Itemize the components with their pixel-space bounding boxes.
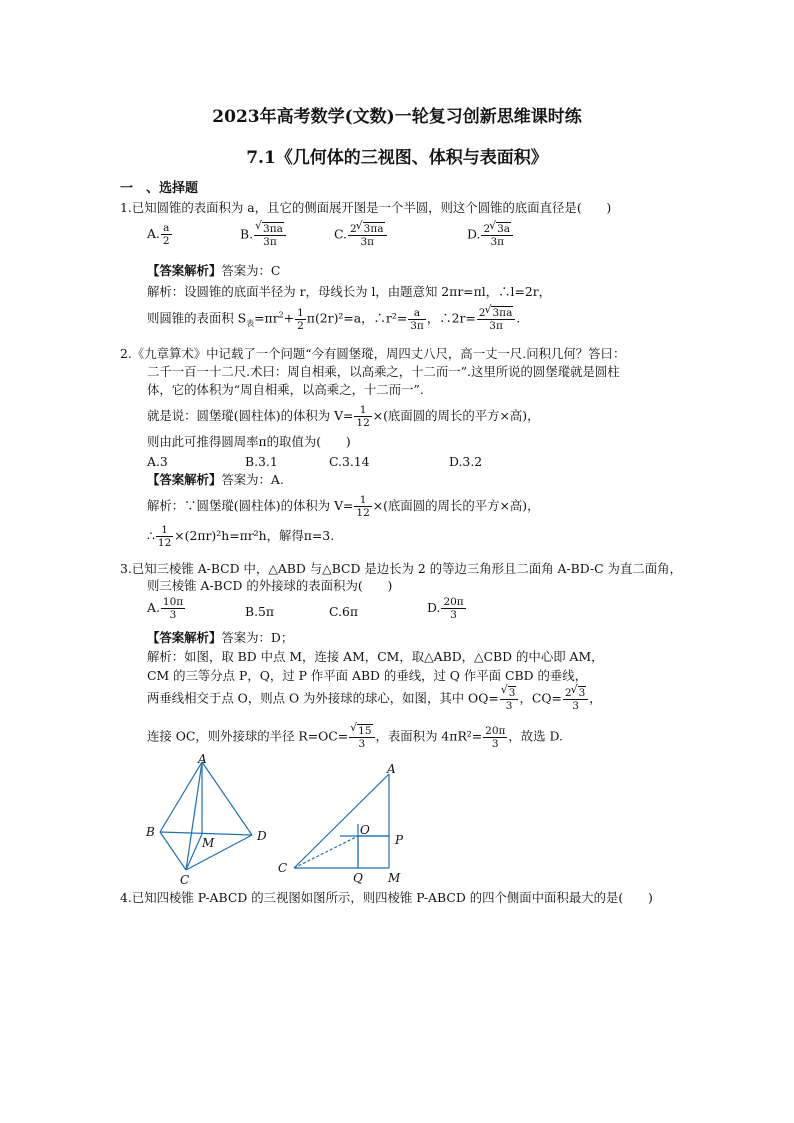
side-ca (294, 774, 389, 868)
q3-solution-2: CM 的三等分点 P，Q，过 P 作平面 ABD 的垂线，过 Q 作平面 CBD 的垂线， (147, 668, 588, 683)
q2-line-2: 二千一百一十二尺.术曰：周自相乘，以高乘之，十二而一”.这里所说的圆堡瑽就是圆柱 (147, 364, 620, 379)
q3-line-1: 3.已知三棱锥 A-BCD 中，△ABD 与△BCD 是边长为 2 的等边三角形且二面角 A-BD-C 为直二面角， (120, 561, 682, 576)
section-heading: 一 、选择题 (120, 181, 199, 196)
q3-opt-c: C.6π (329, 604, 359, 619)
q1-option-c: C. $\frac{2√ 3\pi a}{3\pi}$ (334, 222, 388, 248)
q3-solution-3: 两垂线相交于点 O，则点 O 为外接球的球心，如图，其中 OQ= √ $\frac{3}{3}$ ，CQ= $\frac{2√ 3}{3}$ ， (147, 686, 602, 712)
q1-stem: 1.已知圆锥的表面积为 a，且它的侧面展开图是一个半圆，则这个圆锥的底面直径是( ) (120, 200, 612, 215)
q3-line-2: 则三棱锥 A-BCD 的外接球的表面积为( ) (147, 578, 393, 593)
q2-opt-d: D.3.2 (449, 454, 483, 469)
tetrahedron-figure (140, 752, 275, 887)
q2-opt-c: C.3.14 (329, 454, 370, 469)
q3-answer: 【答案解析】答案为：D； (147, 630, 294, 645)
q2-line-5: 则由此可推得圆周率π的取值为( ) (147, 434, 351, 449)
q3-opt-b: B.5π (245, 604, 275, 619)
q2-line-3: 体，它的体积为“周自相乘，以高乘之，十二而一”. (147, 382, 424, 397)
q1-options (147, 222, 173, 247)
label-a: A (198, 752, 207, 766)
label-p: P (395, 833, 404, 847)
label-o: O (360, 823, 370, 837)
q4-line-1: 4.已知四棱锥 P-ABCD 的三视图如图所示，则四棱锥 P-ABCD 的四个侧面中面积最大的是( ) (120, 890, 653, 905)
q2-opt-a: A.3 (147, 454, 168, 469)
section-figure (274, 752, 424, 887)
label-q: Q (353, 871, 363, 885)
q1-solution-1: 解析：设圆锥的底面半径为 r，母线长为 l，由题意知 2πr=πl，∴l=2r， (147, 284, 552, 299)
label-d: D (257, 829, 267, 843)
q2-opt-b: B.3.1 (245, 454, 278, 469)
label-c: C (180, 873, 190, 887)
q2-line-1: 2.《九章算术》中记载了一个问题“今有圆堡瑽，周四丈八尺，高一丈一尺.问积几何？答曰： (120, 346, 626, 361)
label-m: M (202, 836, 215, 850)
q1-option-d: D. $\frac{2√ 3a}{3\pi}$ (467, 222, 514, 248)
q3-solution-4: 连接 OC，则外接球的半径 R=OC= √ $\frac{15}{3}$ ，表面积为 4πR²= $\frac{20\pi}{3}$ ，故选 D. (147, 724, 563, 750)
edge-bc (160, 832, 186, 870)
edge-ad (202, 762, 252, 835)
page-subtitle: 7.1《几何体的三视图、体积与表面积》 (246, 148, 548, 168)
q3-solution-1: 解析：如图，取 BD 中点 M，连接 AM，CM，取△ABD，△CBD 的中心即 AM， (147, 649, 604, 664)
edge-ab (160, 762, 202, 832)
q1-option-b: B. √ $\frac{3\pi a}{3\pi}$ (240, 222, 287, 248)
q3-opt-d: D. $\frac{20\pi}{3}$ (427, 596, 464, 622)
q2-answer: 【答案解析】答案为：A. (147, 472, 284, 487)
q2-line-4: 就是说：圆堡瑽(圆柱体)的体积为 V= $\frac{1}{12}$ ×(底面圆的周长的平方×高)， (147, 404, 540, 430)
line-oc (294, 836, 358, 868)
q2-solution-1: 解析：∵圆堡瑽(圆柱体)的体积为 V= $\frac{1}{12}$ ×(底面圆的周长的平方×高)， (147, 494, 540, 520)
q1-opt-a-label: A. (147, 226, 160, 242)
label-c2: C (278, 861, 288, 875)
edge-ac (186, 762, 202, 870)
q3-opt-a: A. $\frac{10\pi}{3}$ (147, 596, 184, 622)
label-m2: M (388, 871, 401, 885)
edge-cd (186, 835, 252, 870)
q2-solution-2: ∴ $\frac{1}{12}$ ×(2πr)²h=πr²h，解得π=3. (147, 524, 335, 550)
q1-solution-2: 则圆锥的表面积 $S_表=\pi r^2+$ $\frac{1}{2}$ π(2r)²=a，∴r²= $\frac{a}{3\pi}$ ，∴2r= $\frac{2√ 3\pi a}{3\pi}$ . (147, 306, 520, 332)
edge-bd (160, 832, 252, 835)
label-b: B (146, 825, 155, 839)
q1-answer: 【答案解析】答案为：C (147, 263, 281, 278)
label-a2: A (387, 762, 396, 776)
page-title: 2023年高考数学(文数)一轮复习创新思维课时练 (212, 107, 582, 127)
q1-opt-a-frac: $\frac{a}{2}$ (162, 222, 170, 248)
